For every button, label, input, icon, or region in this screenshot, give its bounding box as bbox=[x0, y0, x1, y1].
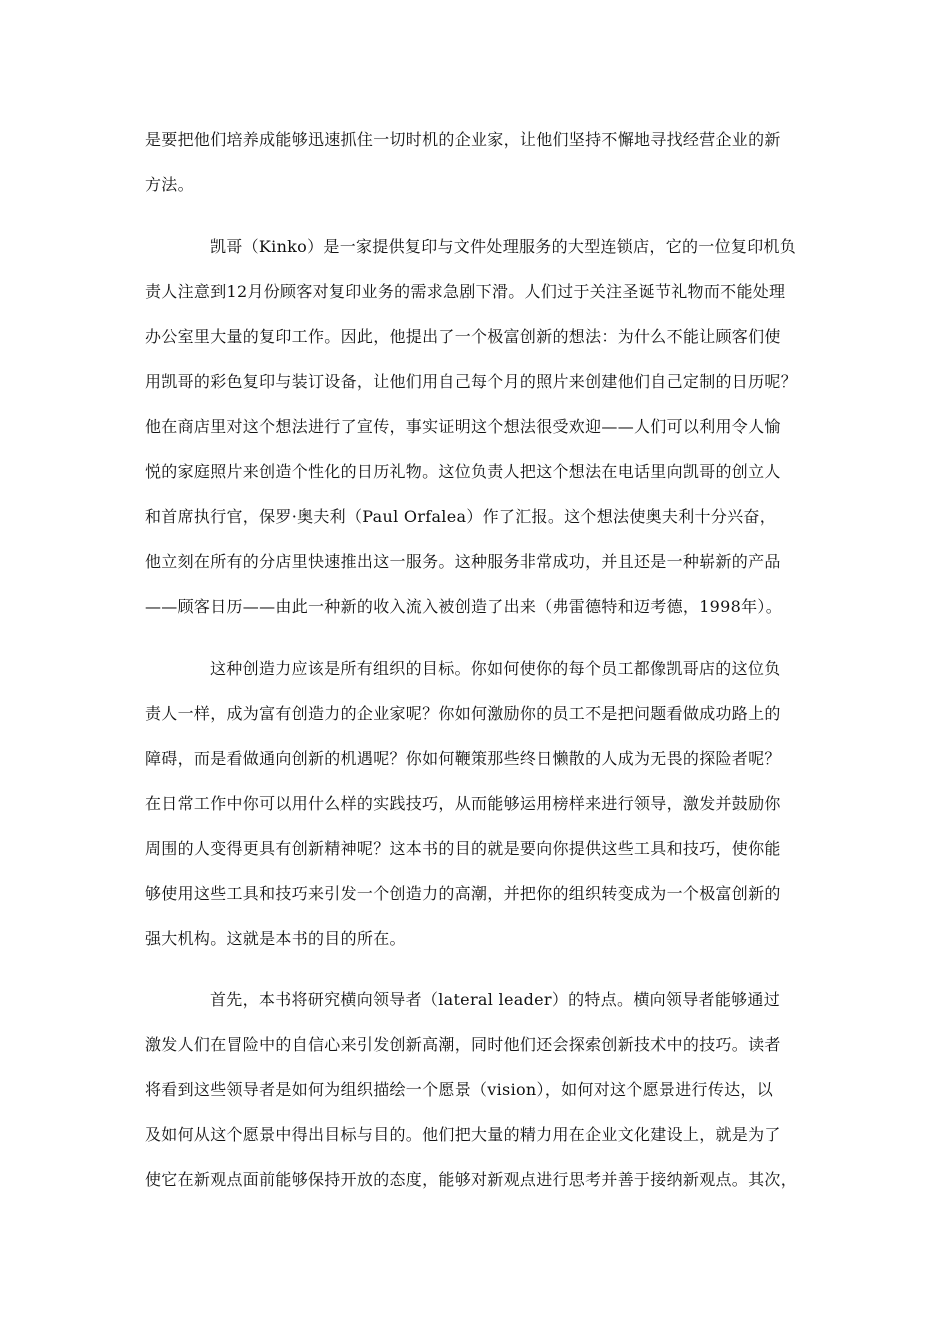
paragraph-line: 强大机构。这就是本书的目的所在。 bbox=[145, 929, 406, 948]
paragraph-line: 使它在新观点面前能够保持开放的态度，能够对新观点进行思考并善于接纳新观点。其次， bbox=[145, 1170, 798, 1189]
paragraph-line: 责人注意到12月份顾客对复印业务的需求急剧下滑。人们过于关注圣诞节礼物而不能处理 bbox=[145, 282, 786, 301]
paragraph-line: 障碍，而是看做通向创新的机遇呢？你如何鞭策那些终日懒散的人成为无畏的探险者呢？ bbox=[145, 749, 781, 768]
paragraph-line: 及如何从这个愿景中得出目标与目的。他们把大量的精力用在企业文化建设上，就是为了 bbox=[145, 1125, 781, 1144]
paragraph-line: 是要把他们培养成能够迅速抓住一切时机的企业家，让他们坚持不懈地寻找经营企业的新 bbox=[145, 130, 781, 149]
paragraph-line: 和首席执行官，保罗·奥夫利（Paul Orfalea）作了汇报。这个想法使奥夫利十分兴奋， bbox=[145, 507, 777, 526]
paragraph-line: 够使用这些工具和技巧来引发一个创造力的高潮，并把你的组织转变成为一个极富创新的 bbox=[145, 884, 781, 903]
paragraph-line: 办公室里大量的复印工作。因此，他提出了一个极富创新的想法：为什么不能让顾客们使 bbox=[145, 327, 781, 346]
paragraph-line: 在日常工作中你可以用什么样的实践技巧，从而能够运用榜样来进行领导，激发并鼓励你 bbox=[145, 794, 781, 813]
paragraph-line: 周围的人变得更具有创新精神呢？这本书的目的就是要向你提供这些工具和技巧，使你能 bbox=[145, 839, 781, 858]
paragraph-line: 凯哥（Kinko）是一家提供复印与文件处理服务的大型连锁店，它的一位复印机负 bbox=[210, 237, 797, 256]
paragraph-line: 将看到这些领导者是如何为组织描绘一个愿景（vision），如何对这个愿景进行传达，以 bbox=[145, 1080, 774, 1099]
paragraph-line: 他在商店里对这个想法进行了宣传，事实证明这个想法很受欢迎——人们可以利用令人愉 bbox=[145, 417, 781, 436]
paragraph-line: ——顾客日历——由此一种新的收入流入被创造了出来（弗雷德特和迈考德，1998年）。 bbox=[145, 597, 783, 616]
paragraph-line: 责人一样，成为富有创造力的企业家呢？你如何激励你的员工不是把问题看做成功路上的 bbox=[145, 704, 781, 723]
paragraph-line: 这种创造力应该是所有组织的目标。你如何使你的每个员工都像凯哥店的这位负 bbox=[210, 659, 781, 678]
paragraph-line: 悦的家庭照片来创造个性化的日历礼物。这位负责人把这个想法在电话里向凯哥的创立人 bbox=[145, 462, 781, 481]
paragraph-line: 方法。 bbox=[145, 175, 194, 194]
paragraph-line: 激发人们在冒险中的自信心来引发创新高潮，同时他们还会探索创新技术中的技巧。读者 bbox=[145, 1035, 781, 1054]
paragraph-line: 首先，本书将研究横向领导者（lateral leader）的特点。横向领导者能够通过 bbox=[210, 990, 781, 1009]
paragraph-line: 用凯哥的彩色复印与装订设备，让他们用自己每个月的照片来创建他们自己定制的日历呢？ bbox=[145, 372, 798, 391]
paragraph-line: 他立刻在所有的分店里快速推出这一服务。这种服务非常成功，并且还是一种崭新的产品 bbox=[145, 552, 781, 571]
